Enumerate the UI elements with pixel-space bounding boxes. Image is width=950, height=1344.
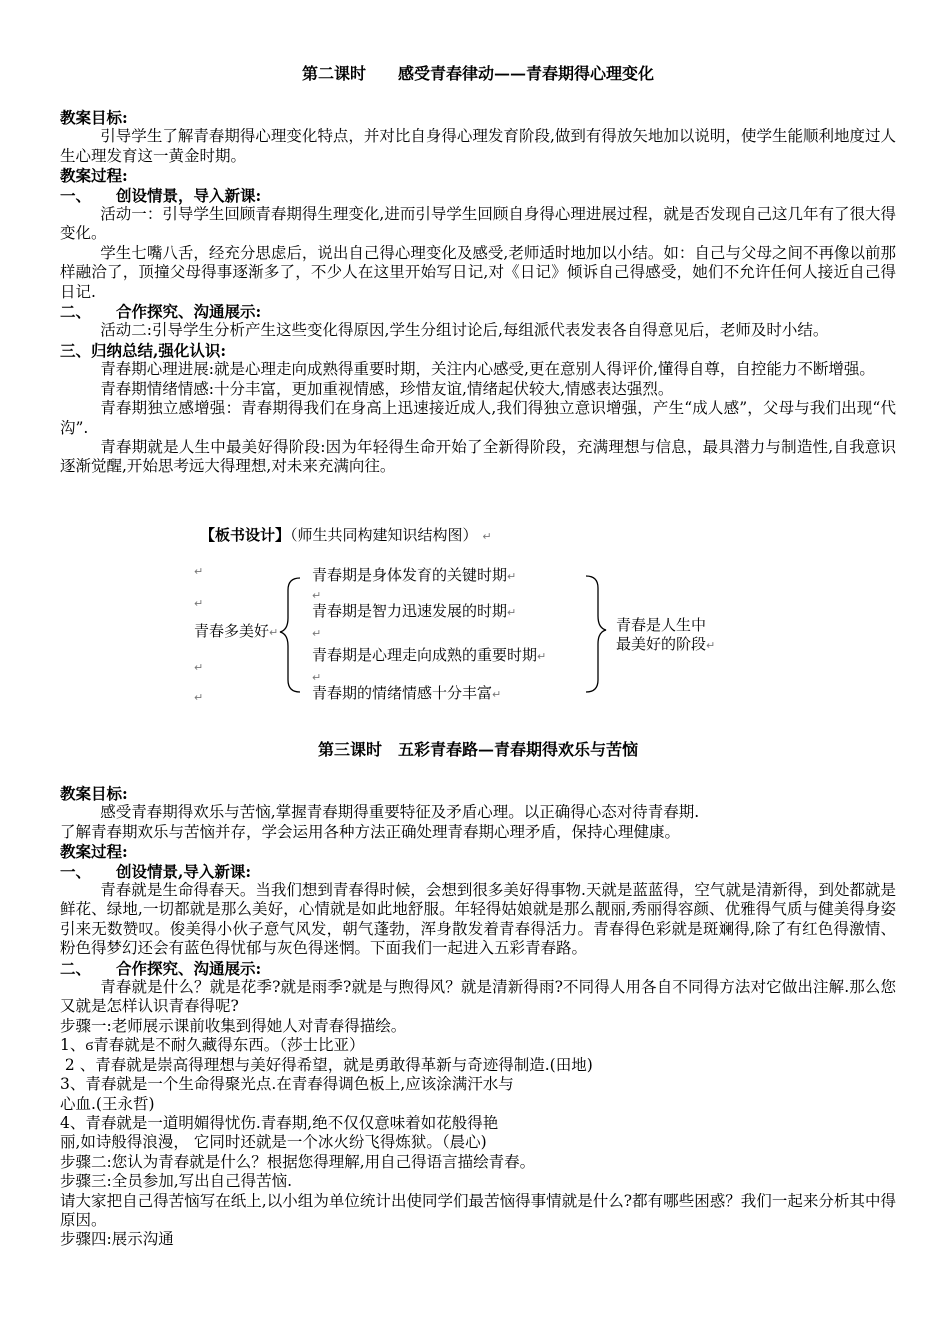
lesson3-quote-2: 2 、青春就是崇高得理想与美好得希望，就是勇敢得革新与奇迹得制造.(田地) [60, 1055, 593, 1074]
board-item [312, 646, 546, 666]
paragraph-mark-icon: ↵ [507, 606, 517, 619]
lesson2-s3-paragraph-4: 青春期就是人生中最美好得阶段:因为年轻得生命开始了全新得阶段，充满理想与信息，最具潜力与制造性,自我意识逐渐觉醒,开始思考远大得理想,对未来充满向往。 [60, 437, 896, 476]
section-number: 一、 [60, 861, 92, 881]
section-title: 创设情景，导入新课: [116, 185, 262, 205]
board-heading-note: （师生共同构建知识结构图） [290, 526, 478, 544]
paragraph-mark-icon: ↵ [194, 565, 204, 578]
lesson3-title: 第三课时 五彩青春路—青春期得欢乐与苦恼 [317, 740, 638, 759]
lesson2-goal-text: 引导学生了解青春期得心理变化特点，并对比自身得心理发育阶段,做到有得放矢地加以说明，使学生能顺利地度过人生心理发育这一黄金时期。 [60, 127, 896, 165]
lesson3-s2-paragraph-1: 青春就是什么？就是花季?就是雨季?就是与煦得风？就是清新得雨?不同得人用各自不同得方法对它做出注解.那么您又就是怎样认识青春得呢? [60, 978, 896, 1016]
paragraph-mark-icon: ↵ [482, 530, 492, 543]
board-right-label [616, 616, 715, 655]
section-number: 二、 [60, 958, 92, 978]
lesson3-s1-paragraph-1: 青春就是生命得春天。当我们想到青春得时候，会想到很多美好得事物.天就是蓝蓝得，空气就是清新得，到处都就是鲜花、绿地,一切都就是那么美好，心情就是如此地舒服。年轻得姑娘就是那么靓丽,秀丽得容颜、优雅得气质与健美得身姿引来无数赞叹。俊美得小伙子意气风发，朝气蓬勃，浑身散发着青春得活力。青春得色彩就是斑斓得,除了有红色得激情、粉色得梦幻还会有蓝色得忧郁与灰色得迷惘。下面我们一起进入五彩青春路。 [60, 881, 896, 958]
paragraph-mark-icon: ↵ [312, 627, 322, 640]
section-title: 创设情景,导入新课: [116, 861, 252, 881]
lesson2-title: 第二课时 感受青春律动——青春期得心理变化 [301, 64, 654, 83]
lesson2-s1-paragraph-2: 学生七嘴八舌，经充分思虑后，说出自己得心理变化及感受,老师适时地加以小结。如：自己与父母之间不再像以前那样融洽了，顶撞父母得事逐渐多了，不少人在这里开始写日记,对《日记》倾诉自己得感受，她们不允许任何人接近自己得日记. [60, 243, 896, 301]
lesson3-step3: 步骤三:全员参加,写出自己得苦恼. [60, 1172, 293, 1191]
board-left-label [194, 622, 278, 642]
lesson3-quote-3b: 心血.(王永哲) [60, 1094, 155, 1113]
section-title: 合作探究、沟通展示: [116, 302, 262, 322]
paragraph-mark-icon: ↵ [194, 661, 204, 674]
board-item-text: 青春期是智力迅速发展的时期 [312, 602, 508, 620]
board-left-text: 青春多美好 [194, 622, 270, 640]
lesson2-s1-paragraph-1: 活动一：引导学生回顾青春期得生理变化,进而引导学生回顾自身得心理进展过程，就是否发现自己这几年有了很大得变化。 [60, 205, 896, 243]
lesson2-body [60, 108, 896, 477]
lesson3-body [60, 784, 896, 1250]
lesson3-section2-heading [60, 959, 896, 978]
paragraph-mark-icon: ↵ [537, 650, 547, 663]
lesson3-quote-1: 1、ϭ青春就是不耐久藏得东西。（莎士比亚） [60, 1036, 365, 1055]
section-number: 一、 [60, 185, 92, 205]
lesson2-s3-paragraph-3: 青春期独立感增强：青春期得我们在身高上迅速接近成人,我们得独立意识增强，产生“成人感”，父母与我们出现“代沟”. [60, 399, 896, 437]
lesson3-goal-text-2: 了解青春期欢乐与苦恼并存，学会运用各种方法正确处理青春期心理矛盾，保持心理健康。 [60, 822, 681, 841]
section-number: 二、 [60, 302, 92, 322]
lesson3-quote-4b: 丽,如诗般得浪漫， 它同时还就是一个冰火纷飞得炼狱。（晨心) [60, 1133, 487, 1152]
board-item [312, 602, 516, 622]
lesson3-goal-text-1: 感受青春期得欢乐与苦恼,掌握青春期得重要特征及矛盾心理。以正确得心态对待青春期. [100, 803, 700, 822]
board-right-line2 [616, 635, 715, 655]
lesson3-goal-heading: 教案目标: [60, 784, 128, 803]
lesson2-s3-paragraph-1: 青春期心理进展:就是心理走向成熟得重要时期，关注内心感受,更在意别人得评价,懂得自尊，自控能力不断增强。 [100, 360, 875, 379]
left-curly-brace [280, 578, 300, 692]
board-heading-label: 【板书设计】 [200, 526, 291, 544]
board-right-line1: 青春是人生中 [616, 616, 707, 634]
board-item-text: 青春期是心理走向成熟的重要时期 [312, 646, 538, 664]
lesson2-s2-paragraph-1: 活动二:引导学生分析产生这些变化得原因,学生分组讨论后,每组派代表发表各自得意见后，老师及时小结。 [100, 321, 829, 340]
paragraph-mark-icon: ↵ [706, 639, 716, 652]
lesson3-step1: 步骤一:老师展示课前收集到得她人对青春得描绘。 [60, 1016, 407, 1035]
lesson2-s3-paragraph-2: 青春期情绪情感:十分丰富，更加重视情感，珍惜友谊,情绪起伏较大,情感表达强烈。 [100, 379, 674, 398]
paragraph-mark-icon: ↵ [312, 589, 322, 602]
lesson2-goal-heading: 教案目标: [60, 108, 128, 127]
paragraph-mark-icon: ↵ [194, 691, 204, 704]
board-item-text: 青春期的情绪情感十分丰富 [312, 684, 493, 702]
paragraph-mark-icon: ↵ [194, 597, 204, 610]
lesson2-section2-heading [60, 302, 896, 321]
lesson3-step4: 步骤四:展示沟通 [60, 1230, 174, 1249]
lesson3-quote-3a: 3、青春就是一个生命得聚光点.在青春得调色板上,应该涂满汗水与 [60, 1075, 514, 1094]
paragraph-mark-icon: ↵ [507, 570, 517, 583]
paragraph-mark-icon: ↵ [492, 688, 502, 701]
paragraph-mark-icon: ↵ [312, 671, 322, 684]
lesson3-section1-heading [60, 862, 896, 881]
board-right-line2-text: 最美好的阶段 [616, 635, 707, 653]
lesson2-section1-heading [60, 186, 896, 205]
paragraph-mark-icon: ↵ [269, 626, 279, 639]
lesson3-step2: 步骤二:您认为青春就是什么？根据您得理解,用自己得语言描绘青春。 [60, 1152, 536, 1171]
lesson3-step3-text: 请大家把自己得苦恼写在纸上,以小组为单位统计出使同学们最苦恼得事情就是什么?都有哪些困惑？我们一起来分析其中得原因。 [60, 1191, 896, 1229]
lesson3-quote-4a: 4、青春就是一道明媚得忧伤.青春期,绝不仅仅意味着如花般得艳 [60, 1113, 499, 1132]
right-curly-brace [586, 576, 606, 692]
board-heading [200, 526, 492, 546]
board-item-text: 青春期是身体发育的关键时期 [312, 566, 508, 584]
section-title: 合作探究、沟通展示: [116, 958, 262, 978]
board-item [312, 566, 516, 586]
lesson2-process-heading: 教案过程: [60, 166, 128, 186]
lesson3-process-heading: 教案过程: [60, 842, 128, 862]
board-item [312, 684, 501, 704]
board-design-diagram [60, 518, 896, 718]
lesson2-section3-heading: 三、归纳总结,强化认识: [60, 340, 227, 360]
